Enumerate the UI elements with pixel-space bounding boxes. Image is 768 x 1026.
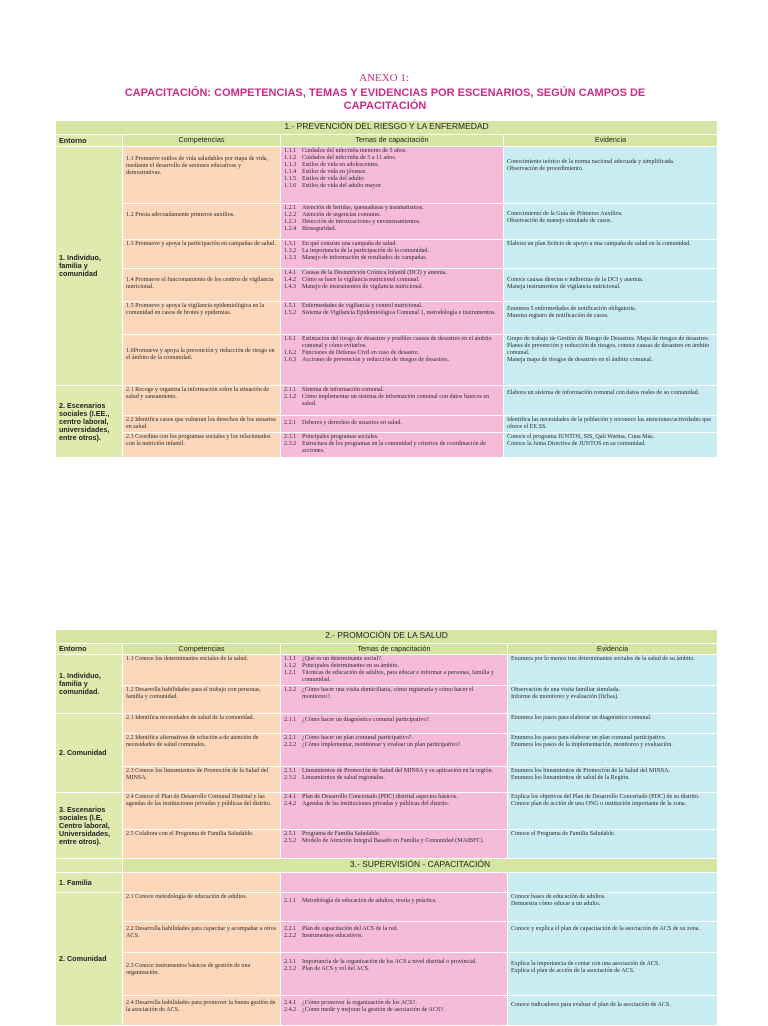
tema-line — [284, 926, 504, 933]
tema-text: Manejo de información de resultados de campañas. — [302, 255, 428, 262]
tema-number: 1.2.2 — [284, 687, 297, 694]
tema-number: 2.3.1 — [284, 959, 297, 966]
tema-line — [284, 735, 504, 742]
entorno-cell: 1. Familia — [56, 873, 123, 893]
temas-cell — [281, 734, 508, 767]
tema-line — [284, 270, 500, 277]
evidencia-cell: Enumera los lineamientos de Promoción de la Salud del MINSA. Enumera los lineamientos de salud de la Región. — [508, 767, 718, 793]
tema-line — [284, 933, 504, 940]
tema-text: Importancia de la organización de los ACS a nivel distrital o provincial. — [302, 959, 477, 966]
tema-text: ¿Cómo medir y mejorar la gestión de asociación de ACS?. — [302, 1007, 445, 1014]
entorno-cell: 3. Escenarios sociales (I.E, Centro laboral, Universidades, entre otros). — [56, 793, 123, 859]
tema-line — [284, 768, 504, 775]
col-header-evidencia: Evidencia — [504, 135, 718, 147]
tema-number: 1.3.3 — [284, 255, 297, 262]
tema-text: Sistema de Vigilancia Epidemiológica Comunal 1, metodología e instrumentos. — [302, 310, 496, 317]
tema-line — [284, 284, 500, 291]
evidencia-cell: Conocimiento teórico de la norma nacional adecuada y simplificada. Observación de procedimiento. — [504, 147, 718, 204]
evidencia-cell: Elabora un sistema de información comunal con datos reales de su comunidad. — [504, 386, 718, 416]
tema-text: Modelo de Atención Integral Basado en Familia y Comunidad (MAIBFC). — [302, 838, 485, 845]
competencia-cell: 1.3 Promueve y apoya la participación en campañas de salud. — [123, 240, 281, 269]
tema-number: 2.1.2 — [284, 394, 297, 401]
tema-text: Causas de la Desnutrición Crónica Infantil (DCI) y anemia. — [302, 270, 448, 276]
tema-text: Sistema de información comunal. — [302, 387, 384, 393]
section-title-supervision: 3.- SUPERVISIÓN - CAPACITACIÓN — [123, 859, 718, 873]
tema-line — [284, 310, 500, 317]
evidencia-cell: Explica la importancia de contar con una asociación de ACS. Explica el plan de acción de la asociación de ACS. — [508, 953, 718, 996]
tema-line — [284, 277, 500, 284]
tema-number: 2.3.1 — [284, 768, 297, 775]
tema-line — [284, 687, 504, 701]
tema-line — [284, 656, 504, 663]
tema-text: Principales programas sociales. — [302, 434, 379, 441]
table-row — [56, 793, 718, 830]
tema-number: 1.5.1 — [284, 303, 297, 309]
competencia-cell: 1.2 Desarrolla habilidades para el trabajo con personas, familia y comunidad. — [123, 686, 281, 714]
tema-line — [284, 241, 500, 248]
temas-cell — [281, 714, 508, 734]
entorno-cell: 1. Individuo, familia y comunidad. — [56, 655, 123, 714]
col-header-temas: Temas de capacitación — [281, 644, 508, 655]
section-title-prevention: 1.- PREVENCIÓN DEL RIESGO Y LA ENFERMEDAD — [56, 121, 718, 135]
tema-text: Estilos de vida del adulto mayor. — [302, 183, 382, 190]
table-row — [56, 386, 718, 416]
tema-line — [284, 394, 500, 408]
table-row — [56, 734, 718, 767]
tema-line — [284, 162, 500, 169]
tema-number: 1.2.4 — [284, 226, 297, 233]
tema-text: ¿Cómo hacer un plan comunal participativo?. — [302, 735, 414, 742]
entorno-cell: 2. Comunidad — [56, 893, 123, 1026]
tema-line — [284, 205, 500, 212]
tema-number: 1.4.2 — [284, 277, 297, 284]
evidencia-cell: Conoce el programa JUNTOS, SIS, Qali Warma, Cuna Más. Conoce la Junta Directiva de JUNTOS en su comunidad. — [504, 433, 718, 458]
tema-line — [284, 742, 504, 749]
table-row — [56, 240, 718, 269]
table-row — [56, 893, 718, 922]
table-row — [56, 655, 718, 686]
table-row — [56, 269, 718, 302]
tema-text: ¿Cómo implementar, monitorear y evaluar un plan participativo?. — [302, 742, 462, 749]
tema-line — [284, 959, 504, 966]
table-row — [56, 302, 718, 335]
section-title-promotion: 2.- PROMOCIÓN DE LA SALUD — [56, 630, 718, 644]
evidencia-cell: Grupo de trabajo de Gestión de Riesgo de Desastres. Mapa de riesgos de desastres. Planes de prevención y reducción de riesgos, conoce causas de desastres en ámbito comunal. Maneja mapa de riesgos de desastres en el ámbito comunal. — [504, 335, 718, 386]
tema-line — [284, 801, 504, 808]
tema-line — [284, 1007, 504, 1014]
competencia-cell: 2.4 Desarrolla habilidades para promover la buena gestión de la asociación de ACS. — [123, 996, 281, 1026]
tema-line — [284, 434, 500, 441]
tema-number: 2.4.2 — [284, 801, 297, 808]
competencia-cell: 1.2 Presta adecuadamente primeros auxilios. — [123, 204, 281, 240]
evidencia-cell: Conoce y explica el plan de capacitación de la asociación de ACS de su zona. — [508, 922, 718, 953]
table-row — [56, 204, 718, 240]
evidencia-cell: Conoce bases de educación de adultos. Demuestra cómo educar a un adulto. — [508, 893, 718, 922]
entorno-spacer — [56, 859, 123, 873]
competencia-cell: 2.3 Conoce los lineamientos de Promoción de la Salud del MINSA. — [123, 767, 281, 793]
tema-line — [284, 357, 500, 364]
temas-cell — [281, 386, 504, 416]
temas-cell — [281, 767, 508, 793]
competencia-cell: 2.2 Desarrolla habilidades para capacitar y acompañar a otros ACS. — [123, 922, 281, 953]
tema-text: Acciones de prevención y reducción de riesgos de desastres. — [302, 357, 450, 364]
competencia-cell: 1.1 Conoce los determinantes sociales de la salud. — [123, 655, 281, 686]
competencia-cell: 2.2 Identifica casos que vulneran los derechos de los usuarios en salud. — [123, 416, 281, 433]
tema-line — [284, 898, 504, 905]
tema-text: Estilos de vida del adulto. — [302, 176, 366, 183]
competencia-cell: 1.1 Promueve estilos de vida saludables por etapa de vida, mediante el desarrollo de sesiones educativas y demostrativas. — [123, 147, 281, 204]
table-row — [56, 996, 718, 1026]
temas-cell — [281, 147, 504, 204]
tema-text: Principales determinantes en su ámbito. — [302, 663, 399, 670]
col-header-entorno: Entorno — [56, 135, 123, 147]
tema-number: 1.2.1 — [284, 670, 297, 677]
document-title: CAPACITACIÓN: COMPETENCIAS, TEMAS Y EVIDENCIAS POR ESCENARIOS, SEGÚN CAMPOS DE CAPACITACIÓN — [124, 87, 646, 112]
tema-line — [284, 838, 504, 845]
entorno-cell: 2. Comunidad — [56, 714, 123, 793]
tema-number: 1.3.1 — [284, 241, 297, 247]
tema-text: Plan de capacitación del ACS de la red. — [302, 926, 399, 933]
col-header-evidencia: Evidencia — [508, 644, 718, 655]
tema-line — [284, 219, 500, 226]
tema-text: Lineamientos de Promoción de Salud del MINSA y su aplicación en la región. — [302, 768, 494, 775]
table-row — [56, 953, 718, 996]
tema-number: 2.4.2 — [284, 1007, 297, 1014]
table-row — [56, 147, 718, 204]
tema-text: ¿Cómo hacer un diagnóstico comunal participativo?. — [302, 717, 431, 724]
tema-text: Programa de Familia Saludable. — [302, 831, 381, 838]
competencia-cell: 2.1 Conoce metodología de educación de adultos. — [123, 893, 281, 922]
tema-text: Estructura de los programas en la comunidad y criterios de coordinación de acciones. — [302, 441, 486, 455]
temas-cell — [281, 204, 504, 240]
tema-number: 2.1.1 — [284, 898, 297, 905]
tema-text: Enfermedades de vigilancia y control nutricional. — [302, 303, 423, 309]
tema-number: 1.4.1 — [284, 270, 297, 276]
tema-number: 1.2.3 — [284, 219, 297, 226]
annex-label: ANEXO 1: — [359, 72, 409, 84]
table-row — [56, 830, 718, 859]
temas-cell — [281, 240, 504, 269]
tema-text: Estimación del riesgo de desastres y posibles causas de desastres en el ámbito comunal y cómo evitarlos. — [302, 336, 492, 350]
entorno-cell: 2. Escenarios sociales (I.EE., centro laboral, universidades, entre otros). — [56, 386, 123, 458]
evidencia-cell: Conoce el Programa de Familia Saludable. — [508, 830, 718, 859]
temas-cell — [281, 269, 504, 302]
competencia-cell: 2.2 Identifica alternativas de solución a de atención de necesidades de salud comunales. — [123, 734, 281, 767]
temas-cell — [281, 302, 504, 335]
table-row — [56, 686, 718, 714]
evidencia-cell: Enumera los pasos para elaborar un plan comunal participativo. Enumera los pasos de la implementación, monitoreo y evaluación. — [508, 734, 718, 767]
evidencia-cell: Conoce indicadores para evaluar el plan de la asociación de ACS. — [508, 996, 718, 1026]
tema-text: Lineamientos de salud regionales. — [302, 775, 385, 782]
tema-line — [284, 670, 504, 684]
temas-cell — [281, 335, 504, 386]
evidencia-cell: Enumera por lo menos tres determinantes sociales de la salud de su ámbito. — [508, 655, 718, 686]
tema-number: 2.4.1 — [284, 1000, 297, 1007]
tema-line — [284, 148, 500, 155]
col-header-entorno: Entorno — [56, 644, 123, 655]
tema-line — [284, 155, 500, 162]
tema-line — [284, 176, 500, 183]
tema-text: Técnicas de educación de adultos, para educar e informar a personas, familia y comunidad. — [302, 670, 494, 684]
tema-text: La importancia de la participación de la comunidad. — [302, 248, 429, 255]
tema-text: Estilos de vida en jóvenes. — [302, 169, 367, 176]
competencia-cell: 1.5 Promueve y apoya la vigilancia epidemiológica en la comunidad en casos de brotes y epidemias. — [123, 302, 281, 335]
tema-text: ¿Qué es un determinante social?. — [302, 656, 383, 662]
tema-number: 1.6.2 — [284, 350, 297, 357]
tema-number: 2.2.1 — [284, 420, 297, 426]
tema-text: ¿Cómo hacer una visita domiciliaria, cómo registrarla y cómo hacer el monitoreo?. — [302, 687, 474, 701]
col-header-temas: Temas de capacitación — [281, 135, 504, 147]
tema-number: 2.5.2 — [284, 838, 297, 845]
tema-number: 1.1.1 — [284, 148, 297, 154]
tema-text: Estilos de vida en adolescentes. — [302, 162, 379, 169]
tema-number: 2.3.2 — [284, 441, 297, 448]
table-row — [56, 922, 718, 953]
tema-number: 2.1.1 — [284, 387, 297, 393]
tema-text: Plan de ACS y rol del ACS. — [302, 966, 370, 973]
tema-number: 1.6.3 — [284, 357, 297, 364]
temas-cell — [281, 433, 504, 458]
evidencia-cell — [508, 873, 718, 893]
col-header-competencias: Competencias — [123, 644, 281, 655]
tema-text: Deberes y derechos de usuarios en salud. — [302, 420, 403, 426]
tema-line — [284, 1000, 504, 1007]
tema-number: 1.1.5 — [284, 176, 297, 183]
competencia-cell: 2.5 Colabora con el Programa de Familia Saludable. — [123, 830, 281, 859]
promotion-table — [55, 629, 718, 1026]
temas-cell — [281, 893, 508, 922]
temas-cell — [281, 996, 508, 1026]
tema-text: Manejo de instrumentos de vigilancia nutricional. — [302, 284, 424, 291]
tema-number: 1.4.3 — [284, 284, 297, 291]
tema-text: Cuidados del niño/niña menores de 5 años. — [302, 148, 407, 154]
tema-line — [284, 794, 504, 801]
tema-number: 1.2.2 — [284, 212, 297, 219]
tema-text: Atención de heridas, quemaduras y traumatismos. — [302, 205, 424, 211]
tema-line — [284, 350, 500, 357]
tema-number: 2.3.2 — [284, 775, 297, 782]
competencia-cell: 2.1 Recoge y organiza la información sobre la situación de salud y saneamiento. — [123, 386, 281, 416]
tema-number: 2.5.1 — [284, 831, 297, 838]
tema-line — [284, 775, 504, 782]
competencia-cell: 2.1 Identifica necesidades de salud de la comunidad. — [123, 714, 281, 734]
tema-line — [284, 226, 500, 233]
evidencia-cell: Observación de una visita familiar simulada. Informe de monitoreo y evaluación (fichas). — [508, 686, 718, 714]
tema-text: Funciones de Defensa Civil en caso de desastre. — [302, 350, 420, 357]
table-row — [56, 873, 718, 893]
tema-line — [284, 303, 500, 310]
temas-cell — [281, 922, 508, 953]
tema-number: 1.1.3 — [284, 162, 297, 169]
tema-line — [284, 169, 500, 176]
tema-number: 1.1.4 — [284, 169, 297, 176]
tema-number: 2.1.1 — [284, 717, 297, 724]
competencia-cell: 1.4 Promueve el funcionamiento de los centros de vigilancia nutricional. — [123, 269, 281, 302]
evidencia-cell: Conocimiento de la Guía de Primeros Auxilios. Observación de manejo simulado de casos. — [504, 204, 718, 240]
temas-cell — [281, 793, 508, 830]
competencia-cell: 2.4 Conoce el Plan de Desarrollo Comunal Distrital y las agendas de las instituciones privadas y públicas del distrito. — [123, 793, 281, 830]
evidencia-cell: Enumera los pasos para elaborar un diagnóstico comunal. — [508, 714, 718, 734]
tema-text: Detección de intoxicaciones y envenenamientos. — [302, 219, 421, 226]
tema-text: Cuidados del niño/niña de 5 a 11 años. — [302, 155, 397, 162]
tema-number: 2.2.2 — [284, 742, 297, 749]
tema-number: 2.2.1 — [284, 735, 297, 742]
tema-number: 1.6.1 — [284, 336, 297, 342]
temas-cell — [281, 416, 504, 433]
tema-text: Agendas de las instituciones privadas y públicas del distrito. — [302, 801, 450, 808]
competencia-cell: 2.3 Conoce instrumentos básicos de gestión de una organización. — [123, 953, 281, 996]
tema-line — [284, 336, 500, 350]
tema-line — [284, 441, 500, 455]
tema-text: Cómo implementar un sistema de información comunal con datos básicos en salud. — [302, 394, 490, 408]
tema-number: 1.1.2 — [284, 663, 297, 670]
tema-number: 2.3.2 — [284, 966, 297, 973]
evidencia-cell: Elabora un plan ficticio de apoyo a una campaña de salud en la comunidad. — [504, 240, 718, 269]
entorno-cell: 1. Individuo, familia y comunidad — [56, 147, 123, 386]
tema-text: ¿Cómo promover la organización de los ACS?. — [302, 1000, 417, 1007]
tema-text: En qué consiste una campaña de salud. — [302, 241, 397, 247]
tema-line — [284, 717, 504, 724]
tema-number: 1.2.1 — [284, 205, 297, 211]
tema-line — [284, 183, 500, 190]
tema-text: Atención de urgencias comunes. — [302, 212, 382, 219]
tema-line — [284, 255, 500, 262]
prevention-table — [55, 120, 718, 458]
table-row — [56, 767, 718, 793]
table-row — [56, 335, 718, 386]
table-row — [56, 714, 718, 734]
temas-cell — [281, 873, 508, 893]
temas-cell — [281, 953, 508, 996]
tema-number: 1.1.1 — [284, 656, 297, 662]
competencia-cell: 2.3 Coordina con los programas sociales y los relacionados con la nutrición infantil. — [123, 433, 281, 458]
evidencia-cell: Conoce causas directas e indirectas de la DCI y anemia. Maneja instrumentos de vigilancia nutricional. — [504, 269, 718, 302]
tema-line — [284, 212, 500, 219]
evidencia-cell: Identifica las necesidades de la población y reconoce las atenciones/actividades que ofrece el EE.SS. — [504, 416, 718, 433]
table-row — [56, 433, 718, 458]
tema-number: 2.2.2 — [284, 933, 297, 940]
temas-cell — [281, 830, 508, 859]
evidencia-cell: Enumera 5 enfermedades de notificación obligatoria. Muestra registro de notificación de casos. — [504, 302, 718, 335]
tema-number: 1.1.2 — [284, 155, 297, 162]
competencia-cell: 1.6Promueve y apoya la prevención y reducción de riesgo en el ámbito de la comunidad. — [123, 335, 281, 386]
tema-number: 2.4.1 — [284, 794, 297, 801]
tema-text: Instrumentos educativos. — [302, 933, 363, 940]
tema-line — [284, 966, 504, 973]
tema-text: Bioseguridad. — [302, 226, 337, 233]
tema-line — [284, 420, 500, 427]
tema-text: Plan de Desarrollo Concertado (PDC) distrital aspectos básicos. — [302, 794, 458, 801]
tema-number: 1.1.6 — [284, 183, 297, 190]
temas-cell — [281, 655, 508, 686]
table-row — [56, 416, 718, 433]
tema-number: 2.3.1 — [284, 434, 297, 441]
tema-text: Cómo se hace la vigilancia nutricional comunal. — [302, 277, 420, 284]
evidencia-cell: Explica los objetivos del Plan de Desarrollo Concertado (PDC) de su distrito. Conoce plan de acción de una ONG o institución importante de la zona. — [508, 793, 718, 830]
tema-number: 1.3.2 — [284, 248, 297, 255]
competencia-cell — [123, 873, 281, 893]
tema-number: 1.5.2 — [284, 310, 297, 317]
temas-cell — [281, 686, 508, 714]
tema-text: Metodología de educación de adultos, teoría y práctica. — [302, 898, 437, 905]
col-header-competencias: Competencias — [123, 135, 281, 147]
tema-number: 2.2.1 — [284, 926, 297, 933]
